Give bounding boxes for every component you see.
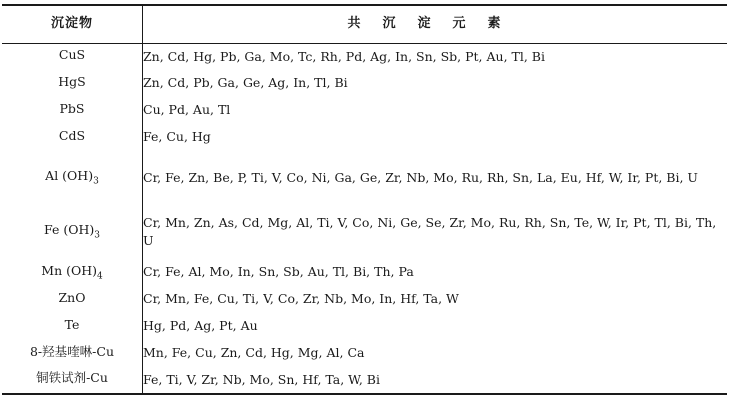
elements-cell: Cu, Pd, Au, Tl <box>143 102 231 118</box>
precipitate-name: CuS <box>58 46 86 62</box>
elements-cell: Cr, Fe, Al, Mo, In, Sn, Sb, Au, Tl, Bi, Th, Pa <box>143 264 414 280</box>
precipitate-name: CdS <box>58 127 86 143</box>
table-row <box>2 43 727 70</box>
table-row <box>2 286 727 313</box>
precipitate-subscript: 3 <box>94 230 100 241</box>
table-row <box>2 151 727 205</box>
table-row <box>2 124 727 151</box>
header-row <box>2 5 727 43</box>
precipitate-name: Te <box>64 316 80 332</box>
elements-cell: Zn, Cd, Pb, Ga, Ge, Ag, In, Tl, Bi <box>143 75 348 91</box>
coprecipitation-table <box>2 4 727 395</box>
elements-cell: Mn, Fe, Cu, Zn, Cd, Hg, Mg, Al, Ca <box>143 345 365 361</box>
precipitate-name: Al (OH) <box>45 168 94 184</box>
precipitate-cell <box>2 97 143 124</box>
table-row <box>2 205 727 259</box>
elements-cell: Cr, Mn, Zn, As, Cd, Mg, Al, Ti, V, Co, Ni, Ge, Se, Zr, Mo, Ru, Rh, Sn, Te, W, Ir, Pt, Tl, Bi, Th, U <box>143 214 717 248</box>
precipitate-subscript: 3 <box>93 176 99 187</box>
precipitate-name: PbS <box>59 100 85 116</box>
precipitate-cell <box>2 259 143 286</box>
precipitate-cell <box>2 340 143 367</box>
precipitate-name: Fe (OH) <box>44 222 95 238</box>
precipitate-name: 8-羟基喹啉-Cu <box>29 343 114 359</box>
table-row <box>2 340 727 367</box>
precipitate-cell <box>2 70 143 97</box>
elements-cell: Fe, Cu, Hg <box>143 129 211 145</box>
elements-cell: Cr, Mn, Fe, Cu, Ti, V, Co, Zr, Nb, Mo, In, Hf, Ta, W <box>143 291 459 307</box>
table-row <box>2 313 727 340</box>
precipitate-name: 铜铁试剂-Cu <box>36 370 108 386</box>
precipitate-cell <box>2 151 143 205</box>
precipitate-cell <box>2 367 143 394</box>
elements-cell: Fe, Ti, V, Zr, Nb, Mo, Sn, Hf, Ta, W, Bi <box>143 371 380 387</box>
precipitate-cell <box>2 43 143 70</box>
header-coprecipitated-elements: 共沉淀元素 <box>347 15 523 31</box>
elements-cell: Zn, Cd, Hg, Pb, Ga, Mo, Tc, Rh, Pd, Ag, In, Sn, Sb, Pt, Au, Tl, Bi <box>143 48 545 64</box>
table-row <box>2 70 727 97</box>
table-header <box>2 5 727 43</box>
precipitate-cell <box>2 124 143 151</box>
table-row <box>2 97 727 124</box>
precipitate-name: HgS <box>58 73 86 89</box>
precipitate-name: ZnO <box>58 289 86 305</box>
elements-cell: Hg, Pd, Ag, Pt, Au <box>143 318 258 334</box>
header-precipitate: 沉淀物 <box>2 5 143 43</box>
precipitate-name: Mn (OH) <box>41 262 97 278</box>
table-row <box>2 367 727 394</box>
precipitate-cell <box>2 286 143 313</box>
elements-cell: Cr, Fe, Zn, Be, P, Ti, V, Co, Ni, Ga, Ge, Zr, Nb, Mo, Ru, Rh, Sn, La, Eu, Hf, W, Ir, Pt, Bi, U <box>143 169 698 185</box>
table-body <box>2 43 727 394</box>
precipitate-subscript: 4 <box>97 271 103 282</box>
precipitate-cell <box>2 205 143 259</box>
table-row <box>2 259 727 286</box>
precipitate-cell <box>2 313 143 340</box>
